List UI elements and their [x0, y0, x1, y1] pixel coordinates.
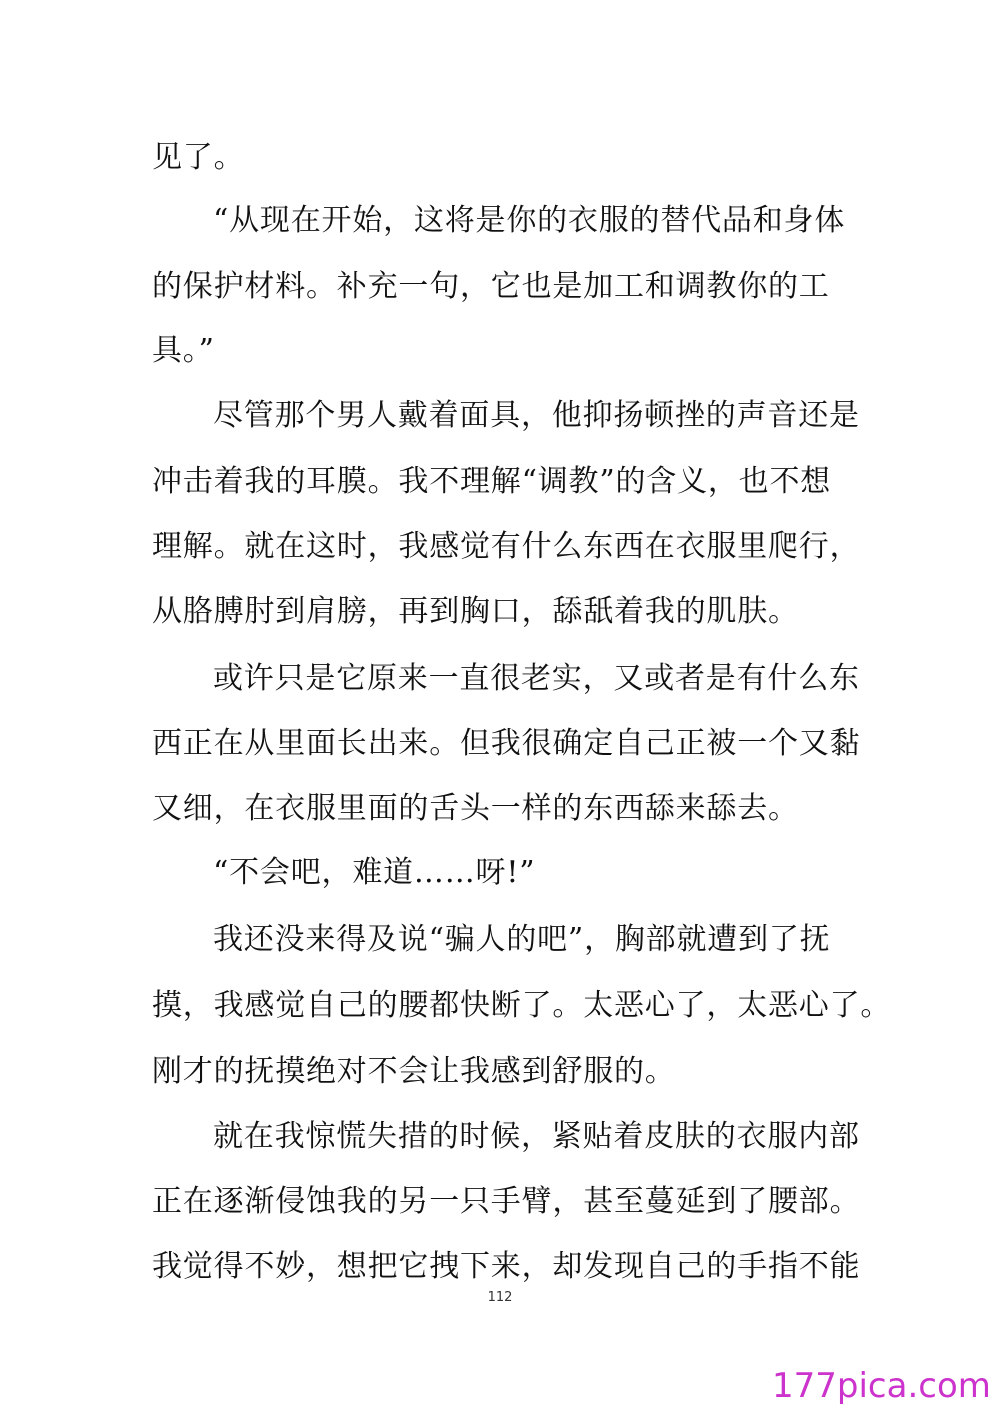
text-line: 摸，我感觉自己的腰都快断了。太恶心了，太恶心了。	[152, 988, 892, 1023]
watermark: 177pica.com	[772, 1366, 991, 1406]
text-line: 理解。就在这时，我感觉有什么东西在衣服里爬行，	[152, 529, 861, 564]
text-line: 刚才的抚摸绝对不会让我感到舒服的。	[152, 1054, 676, 1089]
text-line: “不会吧，难道……呀!”	[213, 855, 536, 890]
text-line: 又细，在衣服里面的舌头一样的东西舔来舔去。	[152, 791, 799, 826]
text-line: 的保护材料。补充一句，它也是加工和调教你的工	[152, 269, 830, 304]
text-line: 我还没来得及说“骗人的吧”，胸部就遭到了抚	[213, 922, 831, 957]
text-line: 具。”	[152, 333, 215, 368]
text-line: 从胳膊肘到肩膀，再到胸口，舔舐着我的肌肤。	[152, 594, 799, 629]
page-number: 112	[487, 1290, 513, 1305]
text-line: 正在逐渐侵蚀我的另一只手臂，甚至蔓延到了腰部。	[152, 1184, 861, 1219]
text-line: 就在我惊慌失措的时候，紧贴着皮肤的衣服内部	[213, 1119, 860, 1154]
text-line: 尽管那个男人戴着面具，他抑扬顿挫的声音还是	[213, 398, 860, 433]
text-line: “从现在开始，这将是你的衣服的替代品和身体	[213, 203, 846, 238]
text-line: 西正在从里面长出来。但我很确定自己正被一个又黏	[152, 726, 861, 761]
text-line: 或许只是它原来一直很老实，又或者是有什么东	[213, 661, 860, 696]
text-line: 冲击着我的耳膜。我不理解“调教”的含义，也不想	[152, 464, 832, 499]
text-line: 我觉得不妙，想把它拽下来，却发现自己的手指不能	[152, 1249, 861, 1284]
text-line: 见了。	[152, 140, 245, 175]
